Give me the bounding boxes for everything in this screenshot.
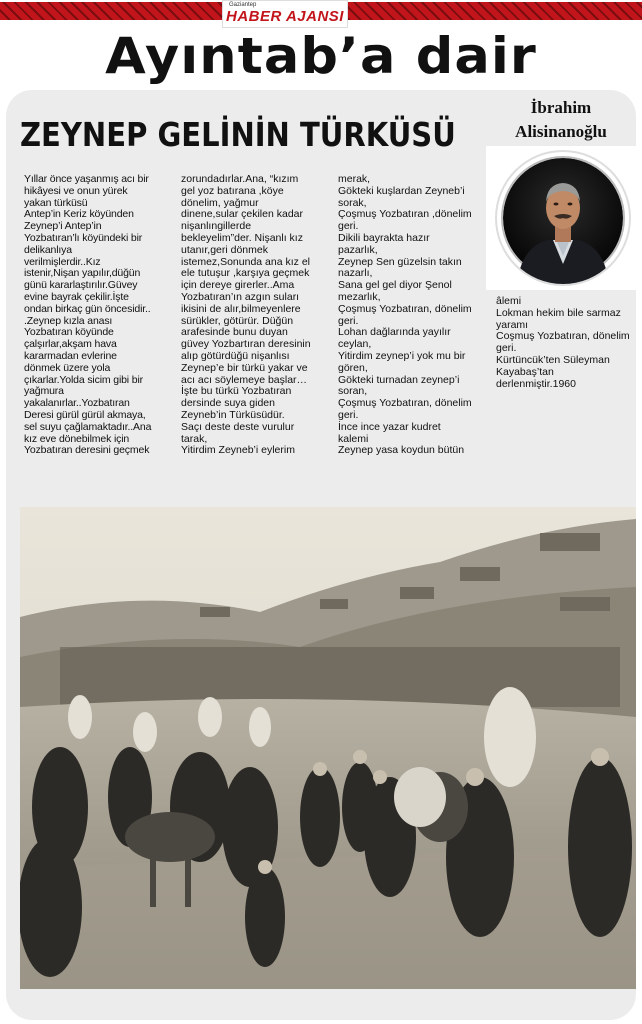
text-line: geri. [496, 342, 517, 355]
text-line: Gökteki kuşlardan Zeyneb’i [338, 184, 465, 197]
text-line: dönelim, yağmur [181, 196, 259, 209]
text-line: geri. [338, 314, 359, 327]
text-line: Yozbatıran’lı köyündeki bir [24, 231, 143, 244]
text-line: Kayabaş’tan [496, 365, 554, 378]
text-line: verilmişlerdir..Kız [24, 255, 101, 268]
text-line: güvey Yozbartıran deresinin [181, 338, 311, 351]
text-line: Yozbatıran deresini geçmek [24, 444, 150, 457]
text-line: Zeynep’e bir türkü yakar ve [181, 361, 308, 374]
text-line: sorak, [338, 196, 367, 209]
text-line: istemez,Sonunda ana kız el [181, 255, 310, 268]
text-line: Lohan dağlarında yayılır [338, 326, 451, 339]
text-line: çalşırlar,akşam hava [24, 338, 117, 351]
text-line: sürükler, götürür. Düğün [181, 314, 294, 327]
text-line: Çoşmuş Yozbatıran, dönelim [338, 302, 472, 315]
text-line: İşte bu türkü Yozbatıran [181, 385, 292, 398]
text-line: geri. [338, 220, 359, 233]
article-column-3 [338, 174, 488, 457]
text-line: evine bayrak çekilir.İşte [24, 290, 129, 303]
text-line: Yozbatıran köyünde [24, 326, 114, 339]
logo-small-text: Gaziantep [229, 2, 257, 8]
text-line: Lokman hekim bile sarmaz [496, 306, 621, 319]
text-line: çıkarlar.Yolda sicim gibi bir [24, 373, 143, 386]
text-line: ondan birkaç gün öncesidir.. [24, 302, 151, 315]
text-line: Coşmuş Yozbatıran, dönelim [496, 330, 630, 343]
text-line: âlemi [496, 295, 522, 307]
text-line: zorundadırlar.Ana, “kızım [181, 173, 299, 185]
text-line: yakalanırlar..Yozbatıran [24, 397, 130, 410]
article-column-1 [24, 174, 174, 457]
text-line: Zeynep’i Antep’in [24, 220, 102, 233]
text-line: pazarlık, [338, 243, 378, 256]
text-line: tarak, [181, 432, 208, 445]
haber-ajansi-logo[interactable] [222, 0, 348, 28]
text-line: ceylan, [338, 338, 372, 351]
text-line: .Zeynep kızla anası [24, 314, 113, 327]
article-column-4 [496, 296, 630, 390]
text-line: Zeynep yasa koydun bütün [338, 444, 465, 457]
article-headline: ZEYNEP GELİNİN TÜRKÜSÜ [20, 115, 456, 154]
text-line: bekleyelim”der. Nişanlı kız [181, 231, 303, 244]
text-line: mezarlık, [338, 290, 381, 303]
text-line: soran, [338, 385, 368, 398]
text-line: merak, [338, 173, 371, 185]
author-portrait-icon [497, 152, 629, 284]
text-line: için dereye girerler..Ama [181, 279, 295, 292]
text-line: İnce ince yazar kudret [338, 420, 441, 433]
text-line: Çoşmuş Yozbatıran ,dönelim [338, 208, 472, 221]
text-line: Yıllar önce yaşanmış acı bir [24, 173, 149, 185]
text-line: sel suyu çağlamaktadır..Ana [24, 420, 152, 433]
text-line: yağmura [24, 385, 64, 398]
text-line: Saçı deste deste vurulur [181, 420, 295, 433]
text-line: Zeyneb’in Türküsüdür. [181, 408, 285, 421]
text-line: gören, [338, 361, 368, 374]
author-last-name: Alisinanoğlu [515, 122, 607, 141]
text-line: ikisini de alır,bilmeyenlere [181, 302, 301, 315]
text-line: yakan türküsü [24, 196, 88, 209]
masthead-title: Ayıntab’a dair [105, 27, 537, 85]
text-line: arafesinde bunu duyan [181, 326, 288, 339]
text-line: günü kararlaştırılır.Güvey [24, 279, 138, 292]
logo-main-text: HABER AJANSI [226, 8, 344, 25]
text-line: utanır,geri dönmek [181, 243, 268, 256]
text-line: istenir,Nişan yapılır,düğün [24, 267, 141, 280]
article-column-2 [181, 174, 331, 457]
text-line: gel yoz batırana ,köye [181, 184, 284, 197]
text-line: Dikili bayrakta hazır [338, 231, 430, 244]
text-line: derlenmiştir.1960 [496, 377, 576, 390]
text-line: Yitirdim Zeyneb’i eylerim [181, 444, 295, 457]
text-line: dersinde suya giden [181, 397, 275, 410]
text-line: delikanlıya [24, 243, 72, 256]
text-line: kararmadan evlerine [24, 349, 117, 362]
text-line: Kürtüncük’ten Süleyman [496, 353, 610, 366]
text-line: Sana gel gel diyor Şenol [338, 279, 452, 292]
text-line: yaramı [496, 318, 529, 331]
text-line: hikâyesi ve onun yürek [24, 184, 128, 197]
text-line: nazarlı, [338, 267, 373, 280]
text-line: nişanlıngillerde [181, 220, 252, 233]
text-line: alıp götürdüğü nişanlısı [181, 349, 290, 362]
text-line: Antep’in Keriz köyünden [24, 208, 134, 221]
text-line: kız eve dönebilmek için [24, 432, 130, 445]
text-line: ele tutuşur ,karşıya geçmek [181, 267, 310, 280]
author-byline [486, 96, 636, 144]
text-line: Zeynep Sen güzelsin takın [338, 255, 462, 268]
text-line: Çoşmuş Yozbatıran, dönelim [338, 397, 472, 410]
text-line: dinene,sular çekilen kadar [181, 208, 303, 221]
text-line: acı acı söylemeye başlar… [181, 373, 308, 386]
text-line: dönmek üzere yola [24, 361, 111, 374]
text-line: Yozbatıran’ın azgın suları [181, 290, 300, 303]
text-line: kalemi [338, 432, 369, 445]
author-first-name: İbrahim [530, 98, 592, 117]
text-line: Deresi gürül gürül akmaya, [24, 408, 146, 421]
village-procession-photo [20, 507, 636, 989]
text-line: Gökteki turnadan zeynep’i [338, 373, 460, 386]
text-line: Yitirdim zeynep’i yok mu bir [338, 349, 466, 362]
text-line: geri. [338, 408, 359, 421]
